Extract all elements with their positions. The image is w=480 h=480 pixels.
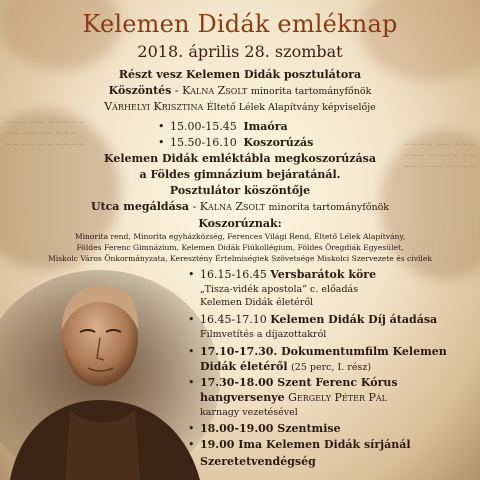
- program-time: 16.45-17.10: [200, 313, 267, 326]
- wreathers-heading: Koszorúznak:: [198, 217, 282, 230]
- program-label: Koszorúzás: [243, 136, 314, 149]
- program-note: „Tisza-vidék apostola” c. előadás: [200, 284, 359, 295]
- program-item: [158, 120, 288, 134]
- street-blessing-line: Utca megáldása - Kalna Zsolt minorita tartományfőnök: [90, 200, 390, 213]
- bullet-icon: •: [188, 455, 195, 468]
- program-note: karnagy vezetésével: [200, 407, 298, 418]
- program-item: [158, 136, 313, 150]
- bullet-icon: •: [158, 136, 165, 149]
- program-item: [188, 422, 341, 436]
- program-label: Didák életéről: [200, 360, 288, 373]
- program-time: 15.50-16.10: [170, 136, 237, 149]
- program-label: hangversenye: [200, 391, 285, 404]
- wreathers-list-line: Miskolc Város Önkormányzata, Keresztény Értelmiségiek Szövetsége Miskolci Szervezete és civilek: [48, 254, 432, 263]
- program-label: 17.10-17.30. Dokumentumfilm Kelemen: [200, 345, 447, 358]
- program-note: Filmvetítés a díjazottakról: [200, 329, 327, 340]
- program-time: 16.15-16.45: [200, 268, 267, 281]
- wreath-text: a Földes gimnázium bejáratánál.: [139, 168, 341, 181]
- street-role: minorita tartományfőnök: [268, 202, 390, 213]
- page-title: Kelemen Didák emléknap: [82, 10, 398, 38]
- wreath-text: Posztulátor köszöntője: [169, 184, 311, 197]
- background-handwriting: ~~~~ ~~ ~~~ ~~~ ~~~~ ~~ ~~ ~~~ ~~~~: [402, 140, 476, 172]
- greeting-label: Köszöntés: [108, 84, 172, 97]
- program-item: [188, 345, 447, 359]
- background-handwriting: ~~~ ~~ ~~~~~ ~~ ~~~~ ~~~ ~~~~ ~~ ~~~~: [4, 118, 86, 150]
- bullet-icon: •: [158, 120, 165, 133]
- representative-name: Várhelyi Krisztina: [104, 100, 204, 113]
- bullet-icon: •: [188, 376, 195, 389]
- bullet-icon: •: [188, 438, 195, 451]
- program-item: [188, 268, 376, 282]
- program-label: 18.00-19.00 Szentmise: [200, 422, 341, 435]
- bullet-icon: •: [188, 422, 195, 435]
- program-item: [188, 438, 411, 452]
- street-name: Kalna Zsolt: [199, 200, 266, 213]
- postulator-attend: Részt vesz Kelemen Didák posztulátora: [118, 68, 362, 81]
- representative-role: Éltető Lélek Alapítvány képviselője: [206, 102, 376, 113]
- greeting-name: Kalna Zsolt: [182, 84, 248, 97]
- bullet-icon: •: [188, 313, 195, 326]
- wreathers-list-line: Földes Ferenc Gimnázium, Kelemen Didák Fiúkollégium, Földes Öregdiák Egyesület,: [76, 243, 404, 252]
- conductor-name: Gergely Péter Pál: [288, 391, 387, 404]
- wreathers-list-line: Minorita rend, Minorita egyházközség, Ferences Világi Rend, Éltető Lélek Alapítvány,: [74, 232, 406, 241]
- program-item: [188, 376, 398, 390]
- program-time: 15.00-15.45: [170, 120, 237, 133]
- representative-line: [0, 100, 480, 115]
- program-note: Kelemen Didák életéről: [200, 297, 314, 308]
- event-date: 2018. április 28. szombat: [137, 42, 343, 61]
- program-item: [188, 313, 437, 327]
- program-note: (25 perc, I. rész): [291, 362, 372, 373]
- program-item: [188, 455, 316, 469]
- greeting-line: Köszöntés - Kalna Zsolt minorita tartományfőnök: [108, 84, 372, 97]
- wreath-text: Kelemen Didák emléktábla megkoszorúzása: [104, 152, 376, 165]
- program-item-continued: [188, 360, 371, 375]
- program-label: Szeretetvendégség: [200, 455, 316, 468]
- greeting-role: minorita tartományfőnök: [250, 86, 372, 97]
- bullet-icon: •: [188, 268, 195, 281]
- program-label: Imaóra: [243, 120, 288, 133]
- program-label: Kelemen Didák Díj átadása: [270, 313, 438, 326]
- program-label: 19.00 Ima Kelemen Didák sírjánál: [200, 438, 411, 451]
- program-item-continued: [188, 391, 387, 405]
- street-label: Utca megáldása: [90, 200, 190, 213]
- bullet-icon: •: [188, 345, 195, 358]
- program-label: 17.30-18.00 Szent Ferenc Kórus: [200, 376, 398, 389]
- program-label: Versbarátok köre: [270, 268, 377, 281]
